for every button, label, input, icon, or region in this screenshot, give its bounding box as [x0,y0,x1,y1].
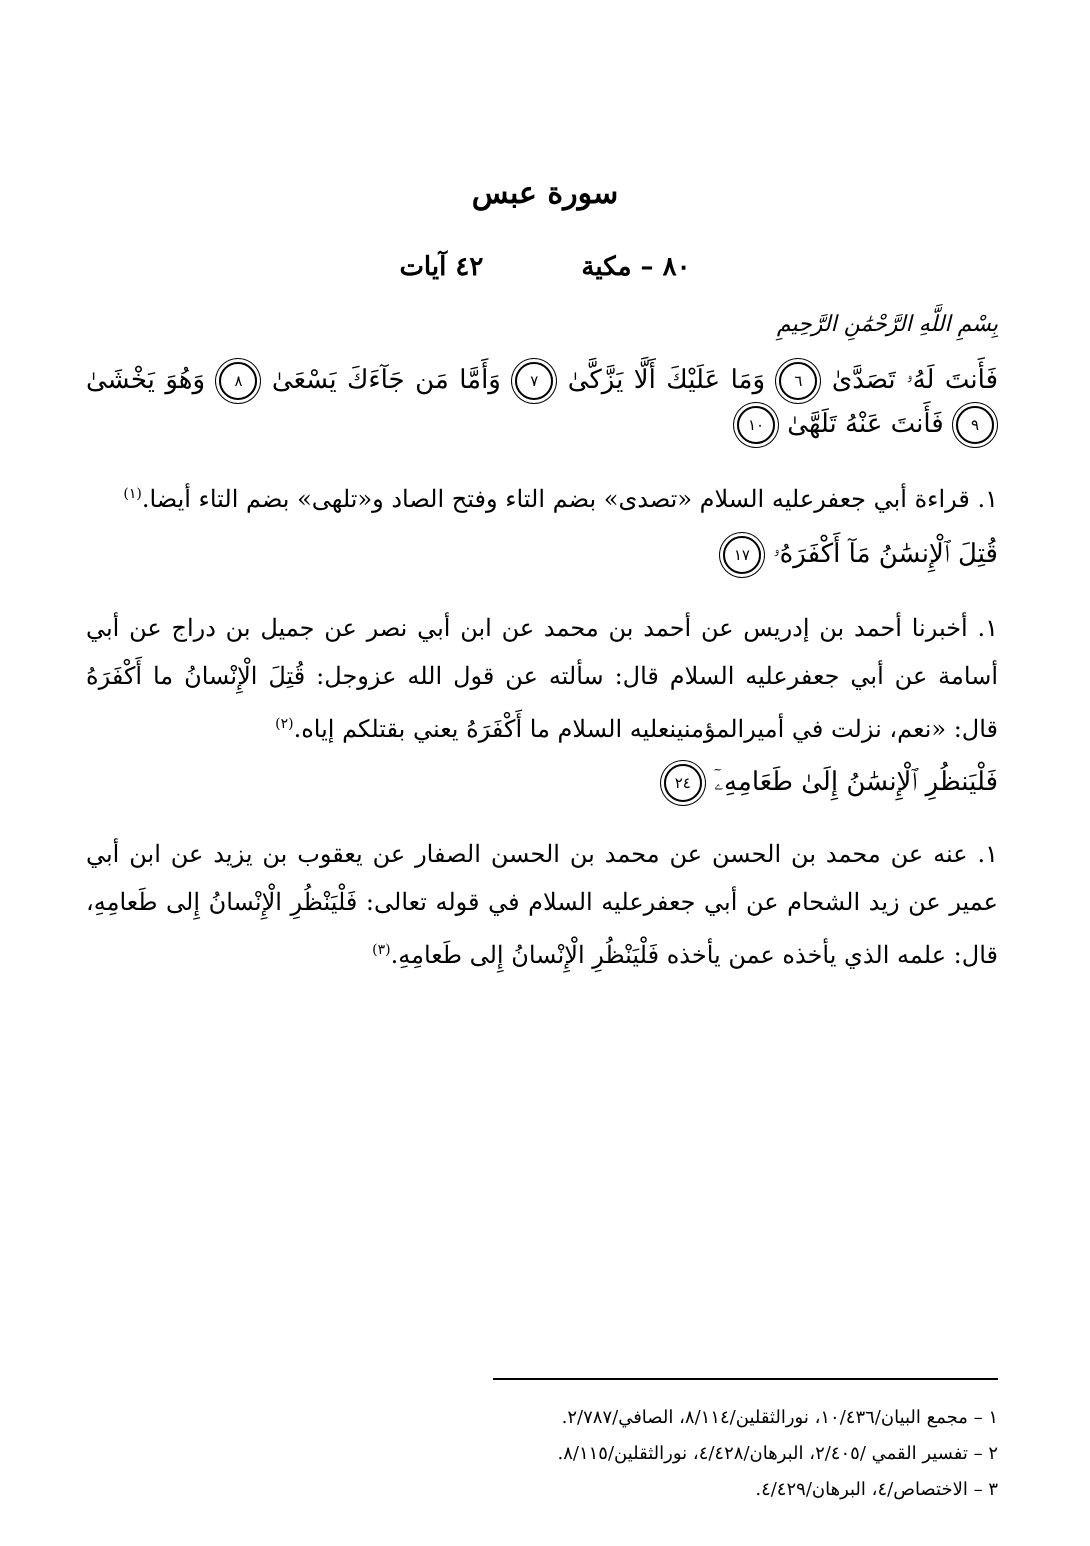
footnotes [86,1400,998,1508]
verse-text: فَأَنتَ لَهُۥ تَصَدَّىٰ [831,365,999,395]
footnote-1: ١ – مجمع البيان/١٠/٤٣٦، نورالثقلين/٨/١١٤، الصافي/٢/٧٨٧. [561,1407,998,1428]
verse-text: فَلْيَنظُرِ ٱلْإِنسَٰنُ إِلَىٰ طَعَامِهِۦٓ [714,767,998,797]
verse-24 [86,760,998,804]
paragraph-2-text: ١. أخبرنا أحمد بن إدريس عن أحمد بن محمد عن ابن أبي نصر عن جميل بن دراج عن أبي أسامة عن أبي جعفرعليه السلام قال: سألته عن قول الله عزوجل: قُتِلَ الْإِنْسانُ ما أَكْفَرَهُ قال: «نعم، نزلت في أميرالمؤمنينعليه السلام ما أَكْفَرَهُ يعني بقتلكم إياه. [86,614,998,743]
footnote-divider [493,1378,998,1380]
footnote-ref: (٣) [372,942,391,958]
verse-count: ٤٢ آيات [399,252,484,282]
verses-block-1 [86,358,998,446]
verse-text: وَهُوَ يَخْشَىٰ [86,365,206,395]
ayah-marker: ٢٤ [664,764,702,802]
paragraph-2 [86,604,998,753]
note-1-text: ١. قراءة أبي جعفرعليه السلام «تصدى» بضم التاء وفتح الصاد و«تلهى» بضم التاء أيضا. [141,485,998,513]
basmala: بِسْمِ اللَّهِ الرَّحْمَٰنِ الرَّحِيمِ [776,312,998,337]
footnote-3: ٣ – الاختصاص/٤، البرهان/٤/٤٢٩. [755,1479,998,1500]
note-1 [86,470,998,523]
ayah-marker: ٧ [515,362,553,400]
surah-number-type: ٨٠ – مكية [581,252,691,282]
ayah-marker: ١٠ [737,406,775,444]
paragraph-3 [86,830,998,979]
ayah-marker: ١٧ [723,536,761,574]
footnote-2: ٢ – تفسير القمي /٢/٤٠٥، البرهان/٤/٤٢٨، نورالثقلين/٨/١١٥. [557,1443,998,1464]
verse-17 [86,532,998,576]
verse-text: وَأَمَّا مَن جَآءَكَ يَسْعَىٰ [271,365,501,395]
footnote-ref: (١) [123,486,142,502]
verse-text: وَمَا عَلَيْكَ أَلَّا يَزَّكَّىٰ [567,365,766,395]
surah-title: سورة عبس [471,176,619,211]
ayah-marker: ٦ [779,362,817,400]
verse-text: فَأَنتَ عَنْهُ تَلَهَّىٰ [787,409,944,439]
footnote-ref: (٢) [275,716,294,732]
ayah-marker: ٨ [219,362,257,400]
verse-text: قُتِلَ ٱلْإِنسَٰنُ مَآ أَكْفَرَهُۥ [773,539,998,569]
surah-meta [0,252,1090,282]
paragraph-3-text: ١. عنه عن محمد بن الحسن عن محمد بن الحسن الصفار عن يعقوب بن يزيد عن ابن أبي عمير عن زيد الشحام عن أبي جعفرعليه السلام في قوله تعالى: فَلْيَنْظُرِ الْإِنْسانُ إِلى طَعامِهِ، قال: علمه الذي يأخذه عمن يأخذه فَلْيَنْظُرِ الْإِنْسانُ إِلى طَعامِهِ. [86,840,998,969]
ayah-marker: ٩ [956,406,994,444]
